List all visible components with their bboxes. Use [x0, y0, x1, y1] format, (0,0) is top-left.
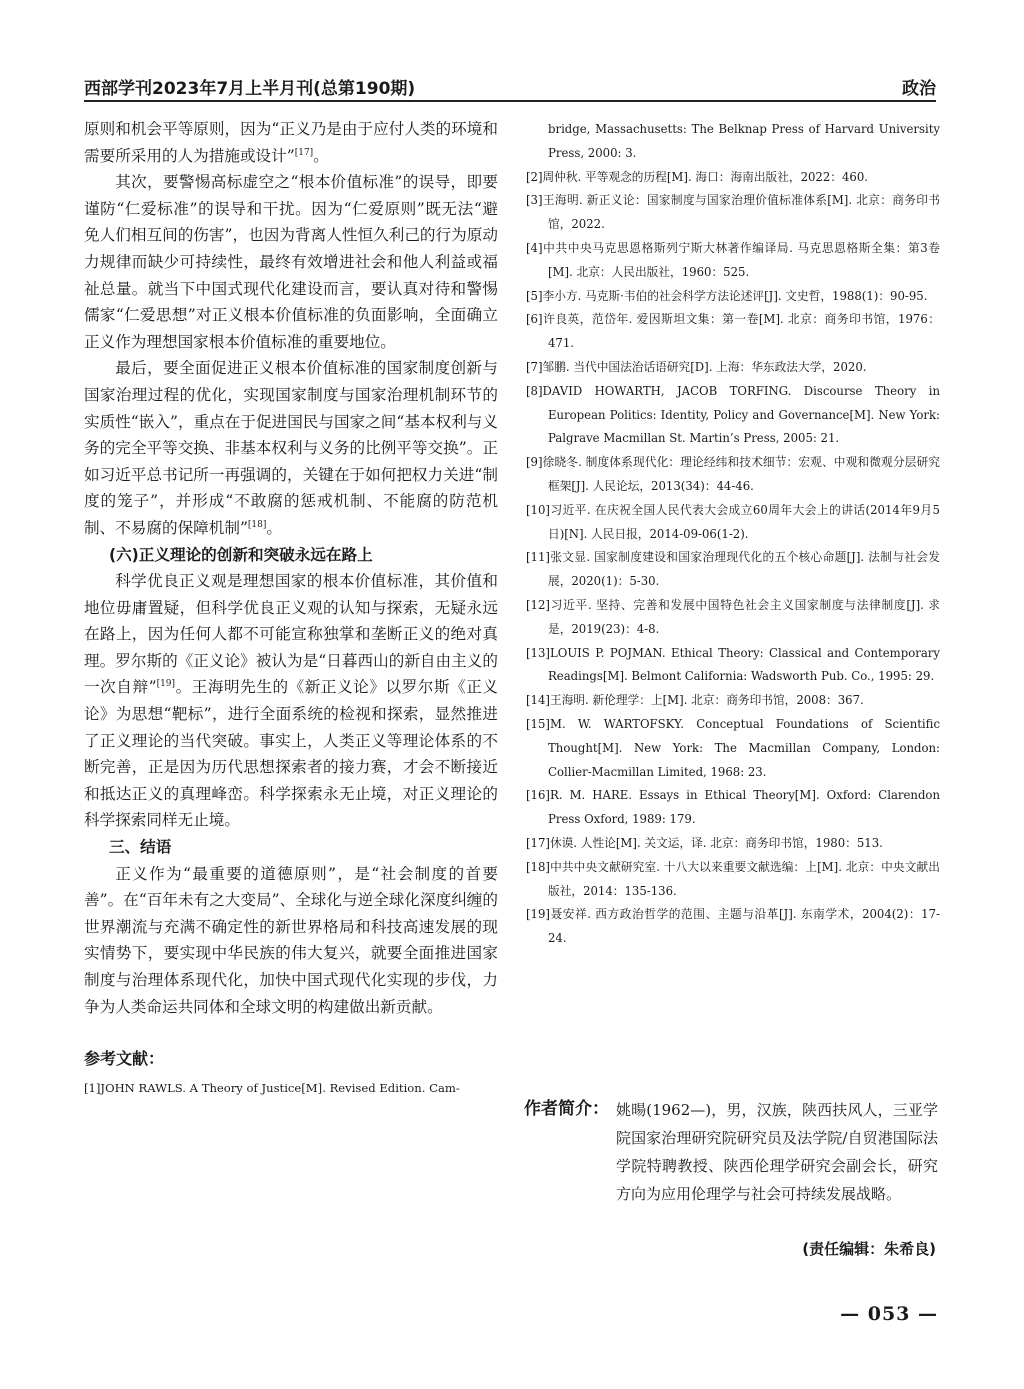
reference-item: [8]DAVID HOWARTH, JACOB TORFING. Discourse Theory in European Politics: Identity, Policy and Governance[M]. New York: Palgrave Macmillan St. Martin’s Press, 2005: 21. — [526, 383, 940, 446]
page-header — [84, 72, 936, 102]
journal-title: 西部学刊2023年7月上半月刊(总第190期) — [84, 79, 416, 99]
paragraph-2: 其次，要警惕高标虚空之“根本价值标准”的误导，即要谨防“仁爱标准”的误导和干扰。因为“仁爱原则”既无法“避免人们相互间的伤害”，也因为背离人性恒久利己的行为原动力规律而缺少可持续性，最终有效增进社会和他人利益或福祉总量。就当下中国式现代化建设而言，要认真对待和警惕儒家“仁爱思想”对正义根本价值标准的负面影响，全面确立正义作为理想国家根本价值标准的重要地位。 — [84, 173, 498, 351]
page-number: — 053 — — [840, 1303, 938, 1325]
reference-item: [14]王海明. 新伦理学：上[M]. 北京：商务印书馆，2008：367. — [526, 693, 864, 708]
reference-item: [3]王海明. 新正义论：国家制度与国家治理价值标准体系[M]. 北京：商务印书馆，2022. — [526, 193, 940, 232]
reference-item: [16]R. M. HARE. Essays in Ethical Theory[M]. Oxford: Clarendon Press Oxford, 1989: 179. — [526, 788, 940, 827]
header-rule — [84, 100, 936, 102]
citation-17[interactable]: [17] — [294, 147, 314, 158]
reference-list — [526, 166, 940, 951]
reference-item: [10]习近平. 在庆祝全国人民代表大会成立60周年大会上的讲话(2014年9月5日)[N]. 人民日报，2014-09-06(1-2). — [526, 502, 940, 541]
reference-item: [11]张文显. 国家制度建设和国家治理现代化的五个核心命题[J]. 法制与社会发展，2020(1)：5-30. — [526, 550, 940, 589]
paragraph-4: 科学优良正义观是理想国家的根本价值标准，其价值和地位毋庸置疑，但科学优良正义观的认知与探索，无疑永远在路上，因为任何人都不可能宣称独掌和垄断正义的绝对真理。罗尔斯的《正义论》被认为是“日暮西山的新自由主义的一次自辩”[19]。王海明先生的《新正义论》以罗尔斯《正义论》为思想“靶标”，进行全面系统的检视和探索，显然推进了正义理论的当代突破。事实上，人类正义等理论体系的不断完善，正是因为历代思想探索者的接力赛，才会不断接近和抵达正义的真理峰峦。科学探索永无止境，对正义理论的科学探索同样无止境。 — [84, 572, 498, 830]
responsible-editor: (责任编辑：朱希良) — [802, 1240, 936, 1258]
subsection-heading-6: (六)正义理论的创新和突破永远在路上 — [108, 545, 373, 564]
reference-item: [9]徐晓冬. 制度体系现代化：理论经纬和技术细节：宏观、中观和微观分层研究框架[J]. 人民论坛，2013(34)：44-46. — [526, 455, 940, 493]
paragraph-1: 原则和机会平等原则，因为“正义乃是由于应付人类的环境和需要所采用的人为措施或设计”[17]。 — [84, 120, 498, 165]
reference-item: [19]聂安祥. 西方政治哲学的范围、主题与沿革[J]. 东南学术，2004(2)：17-24. — [526, 907, 940, 946]
citation-19[interactable]: [19] — [156, 679, 176, 690]
reference-item: [4]中共中央马克思恩格斯列宁斯大林著作编译局. 马克思恩格斯全集：第3卷[M]. 北京：人民出版社，1960：525. — [526, 240, 940, 279]
reference-item: [18]中共中央文献研究室. 十八大以来重要文献选编：上[M]. 北京：中央文献出版社，2014：135-136. — [526, 859, 940, 898]
paragraph-3: 最后，要全面促进正义根本价值标准的国家制度创新与国家治理过程的优化，实现国家制度与国家治理机制环节的实质性“嵌入”，重点在于促进国民与国家之间“基本权利与义务的完全平等交换、非基本权利与义务的比例平等交换”。正如习近平总书记所一再强调的，关键在于如何把权力关进“制度的笼子”，并形成“不敢腐的惩戒机制、不能腐的防范机制、不易腐的保障机制”[18]。 — [84, 359, 498, 537]
section-name: 政治 — [902, 79, 936, 99]
reference-item: [17]休谟. 人性论[M]. 关文运，译. 北京：商务印书馆，1980：513. — [526, 835, 883, 850]
reference-item: [6]许良英，范岱年. 爱因斯坦文集：第一卷[M]. 北京：商务印书馆，1976：471. — [526, 312, 940, 351]
reference-item: [15]M. W. WARTOFSKY. Conceptual Foundations of Scientific Thought[M]. New York: The Macmillan Company, London: Collier-Macmillan Limited, 1968: 23. — [526, 716, 940, 779]
paragraph-5: 正义作为“最重要的道德原则”，是“社会制度的首要善”。在“百年未有之大变局”、全球化与逆全球化深度纠缠的世界潮流与充满不确定性的新世界格局和科技高速发展的现实情势下，要实现中华民族的伟大复兴，就要全面推进国家制度与治理体系现代化，加快中国式现代化实现的步伐，力争为人类命运共同体和全球文明的构建做出新贡献。 — [84, 864, 498, 1016]
author-bio-text: 姚暘(1962—)，男，汉族，陕西扶风人，三亚学院国家治理研究院研究员及法学院/自贸港国际法学院特聘教授、陕西伦理学研究会副会长，研究方向为应用伦理学与社会可持续发展战略。 — [616, 1101, 938, 1203]
reference-item: [5]李小方. 马克斯·韦伯的社会科学方法论述评[J]. 文史哲，1988(1)：90-95. — [526, 288, 928, 303]
reference-1: [1]JOHN RAWLS. A Theory of Justice[M]. Revised Edition. Cam- — [84, 1081, 460, 1096]
section-heading-3: 三、结语 — [108, 838, 172, 857]
reference-item: [2]周仲秋. 平等观念的历程[M]. 海口：海南出版社，2022：460. — [526, 169, 869, 184]
reference-item: [12]习近平. 坚持、完善和发展中国特色社会主义国家制度与法律制度[J]. 求是，2019(23)：4-8. — [526, 597, 940, 636]
left-column — [84, 116, 498, 1098]
references-heading: 参考文献： — [84, 1049, 165, 1069]
author-bio-label: 作者简介： — [524, 1099, 609, 1119]
reference-item: [13]LOUIS P. POJMAN. Ethical Theory: Classical and Contemporary Readings[M]. Belmont California: Wadsworth Pub. Co., 1995: 29. — [526, 645, 940, 684]
right-column — [526, 118, 940, 951]
reference-1-continued: bridge, Massachusetts: The Belknap Press of Harvard University Press, 2000: 3. — [548, 122, 940, 160]
citation-18[interactable]: [18] — [247, 519, 267, 530]
reference-item: [7]邹鹏. 当代中国法治话语研究[D]. 上海：华东政法大学，2020. — [526, 359, 867, 374]
